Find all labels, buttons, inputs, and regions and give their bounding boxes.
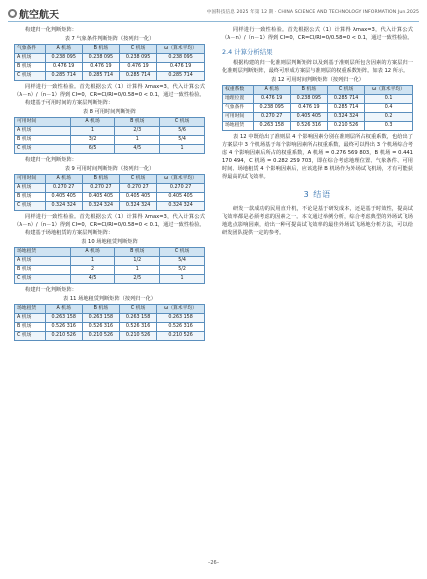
table-cell: 0.238 095 [253, 104, 290, 113]
table-header-row [15, 175, 205, 184]
table-10-caption: 表 10 场地租赁判断矩阵 [81, 239, 138, 245]
table-cell: 0.476 19 [290, 104, 327, 113]
table-cell: 0.526 316 [157, 323, 205, 332]
table-cell: 1 [160, 145, 205, 154]
table-header-row [15, 305, 205, 314]
table-cell: 3/2 [70, 136, 115, 145]
table-cell: 0.1 [365, 95, 413, 104]
column-header: 场地租赁 [15, 248, 71, 257]
column-header: C 机场 [119, 305, 156, 314]
table-cell: 0.238 095 [45, 54, 82, 63]
table-row [15, 257, 205, 266]
table-cell: A 机场 [15, 184, 46, 193]
column-header: 气象条件 [15, 45, 46, 54]
table-cell: 1 [160, 275, 205, 284]
logo-icon [8, 9, 17, 18]
table-cell: 0.405 405 [82, 193, 119, 202]
table-cell: 0.324 324 [119, 202, 156, 211]
table-cell: 0.210 526 [327, 122, 364, 131]
table-cell: 0.210 526 [82, 332, 119, 341]
column-header: A 机场 [45, 175, 82, 184]
table-cell: 0.270 27 [119, 184, 156, 193]
table-cell: 5/6 [160, 127, 205, 136]
table-cell: 0.270 27 [45, 184, 82, 193]
header-divider [8, 21, 419, 22]
table-cell: 0.270 27 [82, 184, 119, 193]
column-header: B 机场 [115, 248, 160, 257]
table-cell: 4/5 [115, 145, 160, 154]
table-cell: 0.238 095 [82, 54, 119, 63]
column-header: A 机场 [45, 305, 82, 314]
table-cell: 0.285 714 [327, 95, 364, 104]
column-header: A 机场 [253, 86, 290, 95]
column-header: 可用时间 [15, 118, 71, 127]
table-row [15, 275, 205, 284]
table-row [15, 202, 205, 211]
table-cell: 0.526 316 [290, 122, 327, 131]
table-cell: 0.324 324 [327, 113, 364, 122]
table-cell: 0.476 19 [45, 63, 82, 72]
table-cell: 0.285 714 [82, 72, 119, 81]
table-cell: 0.2 [365, 113, 413, 122]
paragraph: 同样进行一致性检验。首先根据公式（1）计算得 λmax=3，代入计算公式（λ－n）/（n－1）得到 CI=0，CR=CI/RI=0/0.58=0 < 0.1，通过一致性检验。 [14, 214, 205, 228]
table-cell: 0.238 095 [157, 54, 205, 63]
page-header [0, 0, 427, 24]
table-cell: 2/5 [115, 275, 160, 284]
table-cell: 0.526 316 [45, 323, 82, 332]
table-row [15, 323, 205, 332]
table-cell: 0.263 158 [45, 314, 82, 323]
table-cell: B 机场 [15, 266, 71, 275]
table-header-row [15, 248, 205, 257]
table-11 [14, 304, 205, 341]
table-cell: 0.263 158 [253, 122, 290, 131]
table-cell: 场地租赁 [223, 122, 254, 131]
column-header: 场地租赁 [15, 305, 46, 314]
table-cell: C 机场 [15, 72, 46, 81]
table-header-row [15, 118, 205, 127]
table-cell: 0.324 324 [157, 202, 205, 211]
column-header: ω（算术平均） [157, 45, 205, 54]
table-cell: 0.476 19 [119, 63, 156, 72]
column-header: C 机场 [327, 86, 364, 95]
table-cell: 0.324 324 [82, 202, 119, 211]
table-cell: 2/3 [115, 127, 160, 136]
table-cell: 0.263 158 [82, 314, 119, 323]
table-cell: 0.238 095 [290, 95, 327, 104]
table-cell: 5/2 [160, 266, 205, 275]
table-row [15, 184, 205, 193]
column-header: B 机场 [290, 86, 327, 95]
table-cell: 0.476 19 [157, 63, 205, 72]
table-row [223, 122, 413, 131]
table-cell: 地理位置 [223, 95, 254, 104]
column-header: B 机场 [82, 175, 119, 184]
table-row [15, 332, 205, 341]
table-row [223, 104, 413, 113]
table-9-caption: 表 9 可用时间判断矩阵（按列归一化） [64, 166, 155, 172]
table-cell: 0.210 526 [119, 332, 156, 341]
table-row [15, 266, 205, 275]
column-header: C 机场 [119, 175, 156, 184]
table-cell: 0.526 316 [82, 323, 119, 332]
table-cell: 0.270 27 [157, 184, 205, 193]
table-cell: 0.285 714 [45, 72, 82, 81]
journal-logo [8, 6, 59, 21]
paragraph: 构建基于场地租赁的方案层判断矩阵： [25, 230, 114, 236]
table-cell: A 机场 [15, 54, 46, 63]
table-cell: C 机场 [15, 275, 71, 284]
table-cell: 可用时间 [223, 113, 254, 122]
table-cell: 0.324 324 [45, 202, 82, 211]
column-header: B 机场 [82, 305, 119, 314]
column-header: ω（算术平均） [365, 86, 413, 95]
table-cell: A 机场 [15, 257, 71, 266]
column-header: ω（算术平均） [157, 305, 205, 314]
table-cell: 5/4 [160, 257, 205, 266]
page-number: –26– [207, 560, 220, 566]
paragraph: 研发一款成功的民用直升机，不论是基于研发成本，还是基于时效性，提高试飞效率都是必须考虑的因素之一。本文通过举例分析，综合考虑典型的外场试飞场地选点影响因素，给出一种可提高试飞效率的最佳外场试飞场地分析方法，可以给研发团队提供一定的参考。 [222, 206, 413, 236]
table-8 [14, 117, 205, 154]
table-cell: 0.526 316 [119, 323, 156, 332]
table-cell: 6/5 [70, 145, 115, 154]
table-cell: B 机场 [15, 193, 46, 202]
column-header: A 机场 [45, 45, 82, 54]
table-header-row [223, 86, 413, 95]
table-cell: 0.210 526 [45, 332, 82, 341]
table-cell: 0.3 [365, 122, 413, 131]
table-cell: 1 [115, 136, 160, 145]
table-cell: 0.285 714 [327, 104, 364, 113]
column-header: A 机场 [70, 118, 115, 127]
table-row [15, 145, 205, 154]
table-cell: 0.285 714 [157, 72, 205, 81]
column-header: B 机场 [115, 118, 160, 127]
column-header: A 机场 [70, 248, 115, 257]
right-column [222, 26, 413, 237]
table-cell: 0.476 19 [253, 95, 290, 104]
table-cell: 1/2 [115, 257, 160, 266]
paragraph: 构建归一化判断矩阵： [25, 287, 77, 293]
table-cell: 0.238 095 [119, 54, 156, 63]
table-8-caption: 表 8 可用时间判断矩阵 [82, 109, 137, 115]
table-cell: C 机场 [15, 332, 46, 341]
table-7 [14, 44, 205, 81]
paragraph: 构建基于可用时间的方案层判断矩阵： [25, 100, 114, 106]
table-cell: 0.263 158 [119, 314, 156, 323]
table-cell: 0.263 158 [157, 314, 205, 323]
column-header: C 机场 [160, 248, 205, 257]
table-12-caption: 表 12 可用时间判断矩阵（按列归一化） [271, 77, 364, 83]
table-row [15, 72, 205, 81]
column-header: ω（算术平均） [157, 175, 205, 184]
table-cell: B 机场 [15, 323, 46, 332]
table-header-row [15, 45, 205, 54]
table-cell: 0.210 526 [157, 332, 205, 341]
table-cell: 0.405 405 [45, 193, 82, 202]
table-cell: 气象条件 [223, 104, 254, 113]
column-header: C 机场 [160, 118, 205, 127]
table-row [15, 136, 205, 145]
table-row [223, 95, 413, 104]
table-cell: B 机场 [15, 136, 71, 145]
section-heading: 3 结语 [303, 190, 332, 199]
table-cell: 1 [70, 127, 115, 136]
table-cell: 0.476 19 [82, 63, 119, 72]
section-heading: 2.4 计算分析结果 [222, 48, 273, 56]
left-column [14, 26, 205, 343]
table-cell: 4/5 [70, 275, 115, 284]
paragraph: 表 12 中既给出了准则层 4 个影响因素分别在准则层所占权重系数，也给出了方案层中 3 个机场基于每个影响因素所占权重系数，最终可以得出 3 个机场综合考虑 4 个影响因素后所占的权重系数，A 机场 = 0.276 569 803，B 机场 = 0.441 170 494，C 机场 = 0.282 259 703，即在综合考虑地理位置、气象条件、可用时间、场地租赁 4 个影响因素后，应该选择 B 机场作为外场试飞机场，才有可能获得最高的试飞效率。 [222, 134, 413, 180]
table-row [15, 54, 205, 63]
table-row [15, 63, 205, 72]
table-cell: 2 [70, 266, 115, 275]
section-name: 航空航天 [19, 10, 59, 21]
table-row [15, 193, 205, 202]
table-cell: 0.405 405 [119, 193, 156, 202]
table-cell: 1 [115, 266, 160, 275]
column-header: C 机场 [119, 45, 156, 54]
table-cell: B 机场 [15, 63, 46, 72]
table-12 [222, 85, 413, 131]
table-row [15, 314, 205, 323]
table-row [15, 127, 205, 136]
table-cell: C 机场 [15, 145, 71, 154]
table-cell: 0.405 405 [157, 193, 205, 202]
paragraph: 构建归一化判断矩阵： [25, 157, 77, 163]
column-header: 权重系数 [223, 86, 254, 95]
table-cell: C 机场 [15, 202, 46, 211]
paragraph: 构建归一化判断矩阵： [25, 27, 77, 33]
table-7-caption: 表 7 气象条件判断矩阵（按列归一化） [64, 36, 155, 42]
table-cell: 1 [70, 257, 115, 266]
table-cell: 0.285 714 [119, 72, 156, 81]
paragraph: 根据构建的归一化准则层判断矩阵以及到基于准则层所包含因素的方案层归一化准则层判断矩阵，最终可形成方案层与准则层的权重系数矩阵。如表 12 所示。 [222, 60, 413, 74]
table-cell: 0.4 [365, 104, 413, 113]
table-cell: A 机场 [15, 127, 71, 136]
table-cell: 0.270 27 [253, 113, 290, 122]
paragraph: 同样进行一致性检验。首先根据公式（1）计算得 λmax=3，代入计算公式（λ－n）/（n－1）得到 CI=0，CR=CI/RI=0/0.58=0 < 0.1，通过一致性检验。 [222, 27, 413, 41]
table-row [223, 113, 413, 122]
table-cell: 0.405 405 [290, 113, 327, 122]
table-9 [14, 174, 205, 211]
table-10 [14, 247, 205, 284]
journal-info: 中国科技信息 2025 年第 12 期 · CHINA SCIENCE AND TECHNOLOGY INFORMATION Jun.2025 [206, 10, 419, 15]
table-11-caption: 表 11 场地租赁判断矩阵（按列归一化） [63, 296, 156, 302]
column-header: B 机场 [82, 45, 119, 54]
column-header: 可用时间 [15, 175, 46, 184]
table-cell: A 机场 [15, 314, 46, 323]
paragraph: 同样进行一致性检验。首先根据公式（1）计算得 λmax=3，代入计算公式（λ－n）/（n－1）得到 CI=0，CR=CI/RI=0/0.58=0 < 0.1，通过一致性检验。 [14, 84, 205, 98]
table-cell: 5/4 [160, 136, 205, 145]
